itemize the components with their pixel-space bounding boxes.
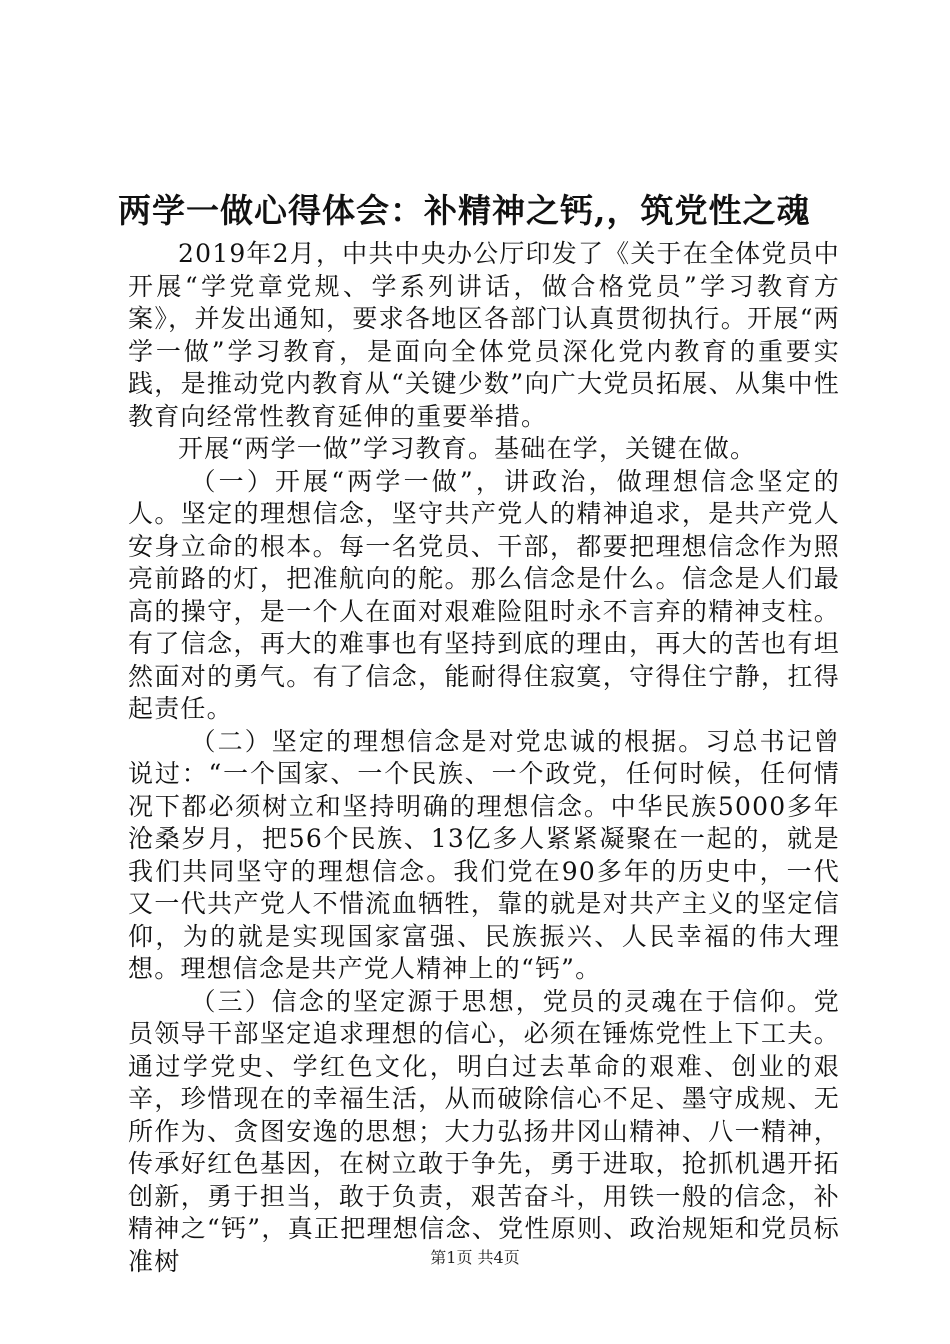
- paragraph-section-2: （二）坚定的理想信念是对党忠诚的根据。习总书记曾说过：“一个国家、一个民族、一个政党，任何时候，任何情况下都必须树立和坚持明确的理想信念。中华民族5000多年沧桑岁月，把56个民族、13亿多人紧紧凝聚在一起的，就是我们共同坚守的理想信念。我们党在90多年的历史中，一代又一代共产党人不惜流血牺牲，靠的就是对共产主义的坚定信仰，为的就是实现国家富强、民族振兴、人民幸福的伟大理想。理想信念是共产党人精神上的“钙”。: [128, 726, 840, 983]
- paragraph-intro: 2019年2月，中共中央办公厅印发了《关于在全体党员中开展“学党章党规、学系列讲话，做合格党员”学习教育方案》，并发出通知，要求各地区各部门认真贯彻执行。开展“两学一做”学习教育，是面向全体党员深化党内教育的重要实践，是推动党内教育从“关键少数”向广大党员拓展、从集中性教育向经常性教育延伸的重要举措。: [128, 239, 840, 431]
- document-body: [128, 238, 840, 1278]
- paragraph-section-3: （三）信念的坚定源于思想，党员的灵魂在于信仰。党员领导干部坚定追求理想的信心，必须在锤炼党性上下工夫。通过学党史、学红色文化，明白过去革命的艰难、创业的艰辛，珍惜现在的幸福生活，从而破除信心不足、墨守成规、无所作为、贪图安逸的思想；大力弘扬井冈山精神、八一精神，传承好红色基因，在树立敢于争先，勇于进取，抢抓机遇开拓创新，勇于担当，敢于负责，艰苦奋斗，用铁一般的信念，补精神之“钙”，真正把理想信念、党性原则、政治规矩和党员标准树: [128, 986, 840, 1276]
- document-title: 两学一做心得体会：补精神之钙,，筑党性之魂: [118, 191, 811, 230]
- paragraph-summary: 开展“两学一做”学习教育。基础在学，关键在做。: [178, 434, 757, 463]
- paragraph-section-1: （一）开展“两学一做”，讲政治，做理想信念坚定的人。坚定的理想信念，坚守共产党人的精神追求，是共产党人安身立命的根本。每一名党员、干部，都要把理想信念作为照亮前路的灯，把准航向的舵。那么信念是什么。信念是人们最高的操守，是一个人在面对艰难险阻时永不言弃的精神支柱。有了信念，再大的难事也有坚持到底的理由，再大的苦也有坦然面对的勇气。有了信念，能耐得住寂寞，守得住宁静，扛得起责任。: [128, 466, 840, 723]
- page-number-footer: 第1页 共4页: [430, 1248, 520, 1267]
